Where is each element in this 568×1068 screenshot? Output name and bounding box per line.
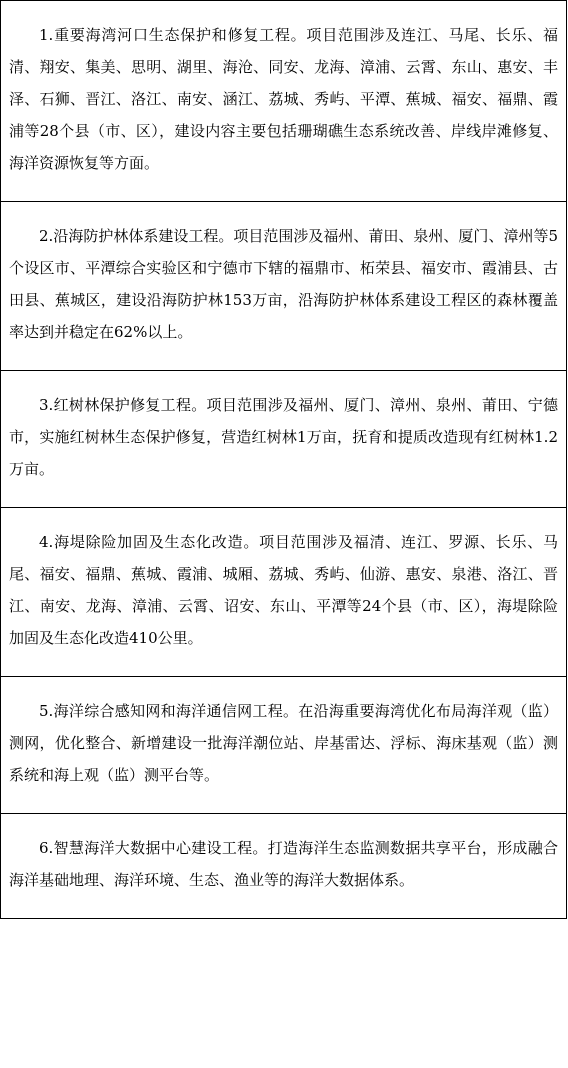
project-item-4: 4.海堤除险加固及生态化改造。项目范围涉及福清、连江、罗源、长乐、马尾、福安、福鼎、蕉城、霞浦、城厢、荔城、秀屿、仙游、惠安、泉港、洛江、晋江、南安、龙海、漳浦、云霄、诏安、东山、平潭等24个县（市、区），海堤除险加固及生态化改造410公里。 xyxy=(1,508,567,677)
project-item-5: 5.海洋综合感知网和海洋通信网工程。在沿海重要海湾优化布局海洋观（监）测网，优化整合、新增建设一批海洋潮位站、岸基雷达、浮标、海床基观（监）测系统和海上观（监）测平台等。 xyxy=(1,677,567,814)
table-row xyxy=(1,202,567,371)
table-row xyxy=(1,508,567,677)
table-row xyxy=(1,814,567,919)
table-row xyxy=(1,677,567,814)
table-row xyxy=(1,1,567,202)
project-item-6: 6.智慧海洋大数据中心建设工程。打造海洋生态监测数据共享平台，形成融合海洋基础地理、海洋环境、生态、渔业等的海洋大数据体系。 xyxy=(1,814,567,919)
table-row xyxy=(1,371,567,508)
project-item-2: 2.沿海防护林体系建设工程。项目范围涉及福州、莆田、泉州、厦门、漳州等5个设区市、平潭综合实验区和宁德市下辖的福鼎市、柘荣县、福安市、霞浦县、古田县、蕉城区，建设沿海防护林153万亩，沿海防护林体系建设工程区的森林覆盖率达到并稳定在62%以上。 xyxy=(1,202,567,371)
project-item-1: 1.重要海湾河口生态保护和修复工程。项目范围涉及连江、马尾、长乐、福清、翔安、集美、思明、湖里、海沧、同安、龙海、漳浦、云霄、东山、惠安、丰泽、石狮、晋江、洛江、南安、涵江、荔城、秀屿、平潭、蕉城、福安、福鼎、霞浦等28个县（市、区），建设内容主要包括珊瑚礁生态系统改善、岸线岸滩修复、海洋资源恢复等方面。 xyxy=(1,1,567,202)
project-item-3: 3.红树林保护修复工程。项目范围涉及福州、厦门、漳州、泉州、莆田、宁德市，实施红树林生态保护修复，营造红树林1万亩，抚育和提质改造现有红树林1.2万亩。 xyxy=(1,371,567,508)
